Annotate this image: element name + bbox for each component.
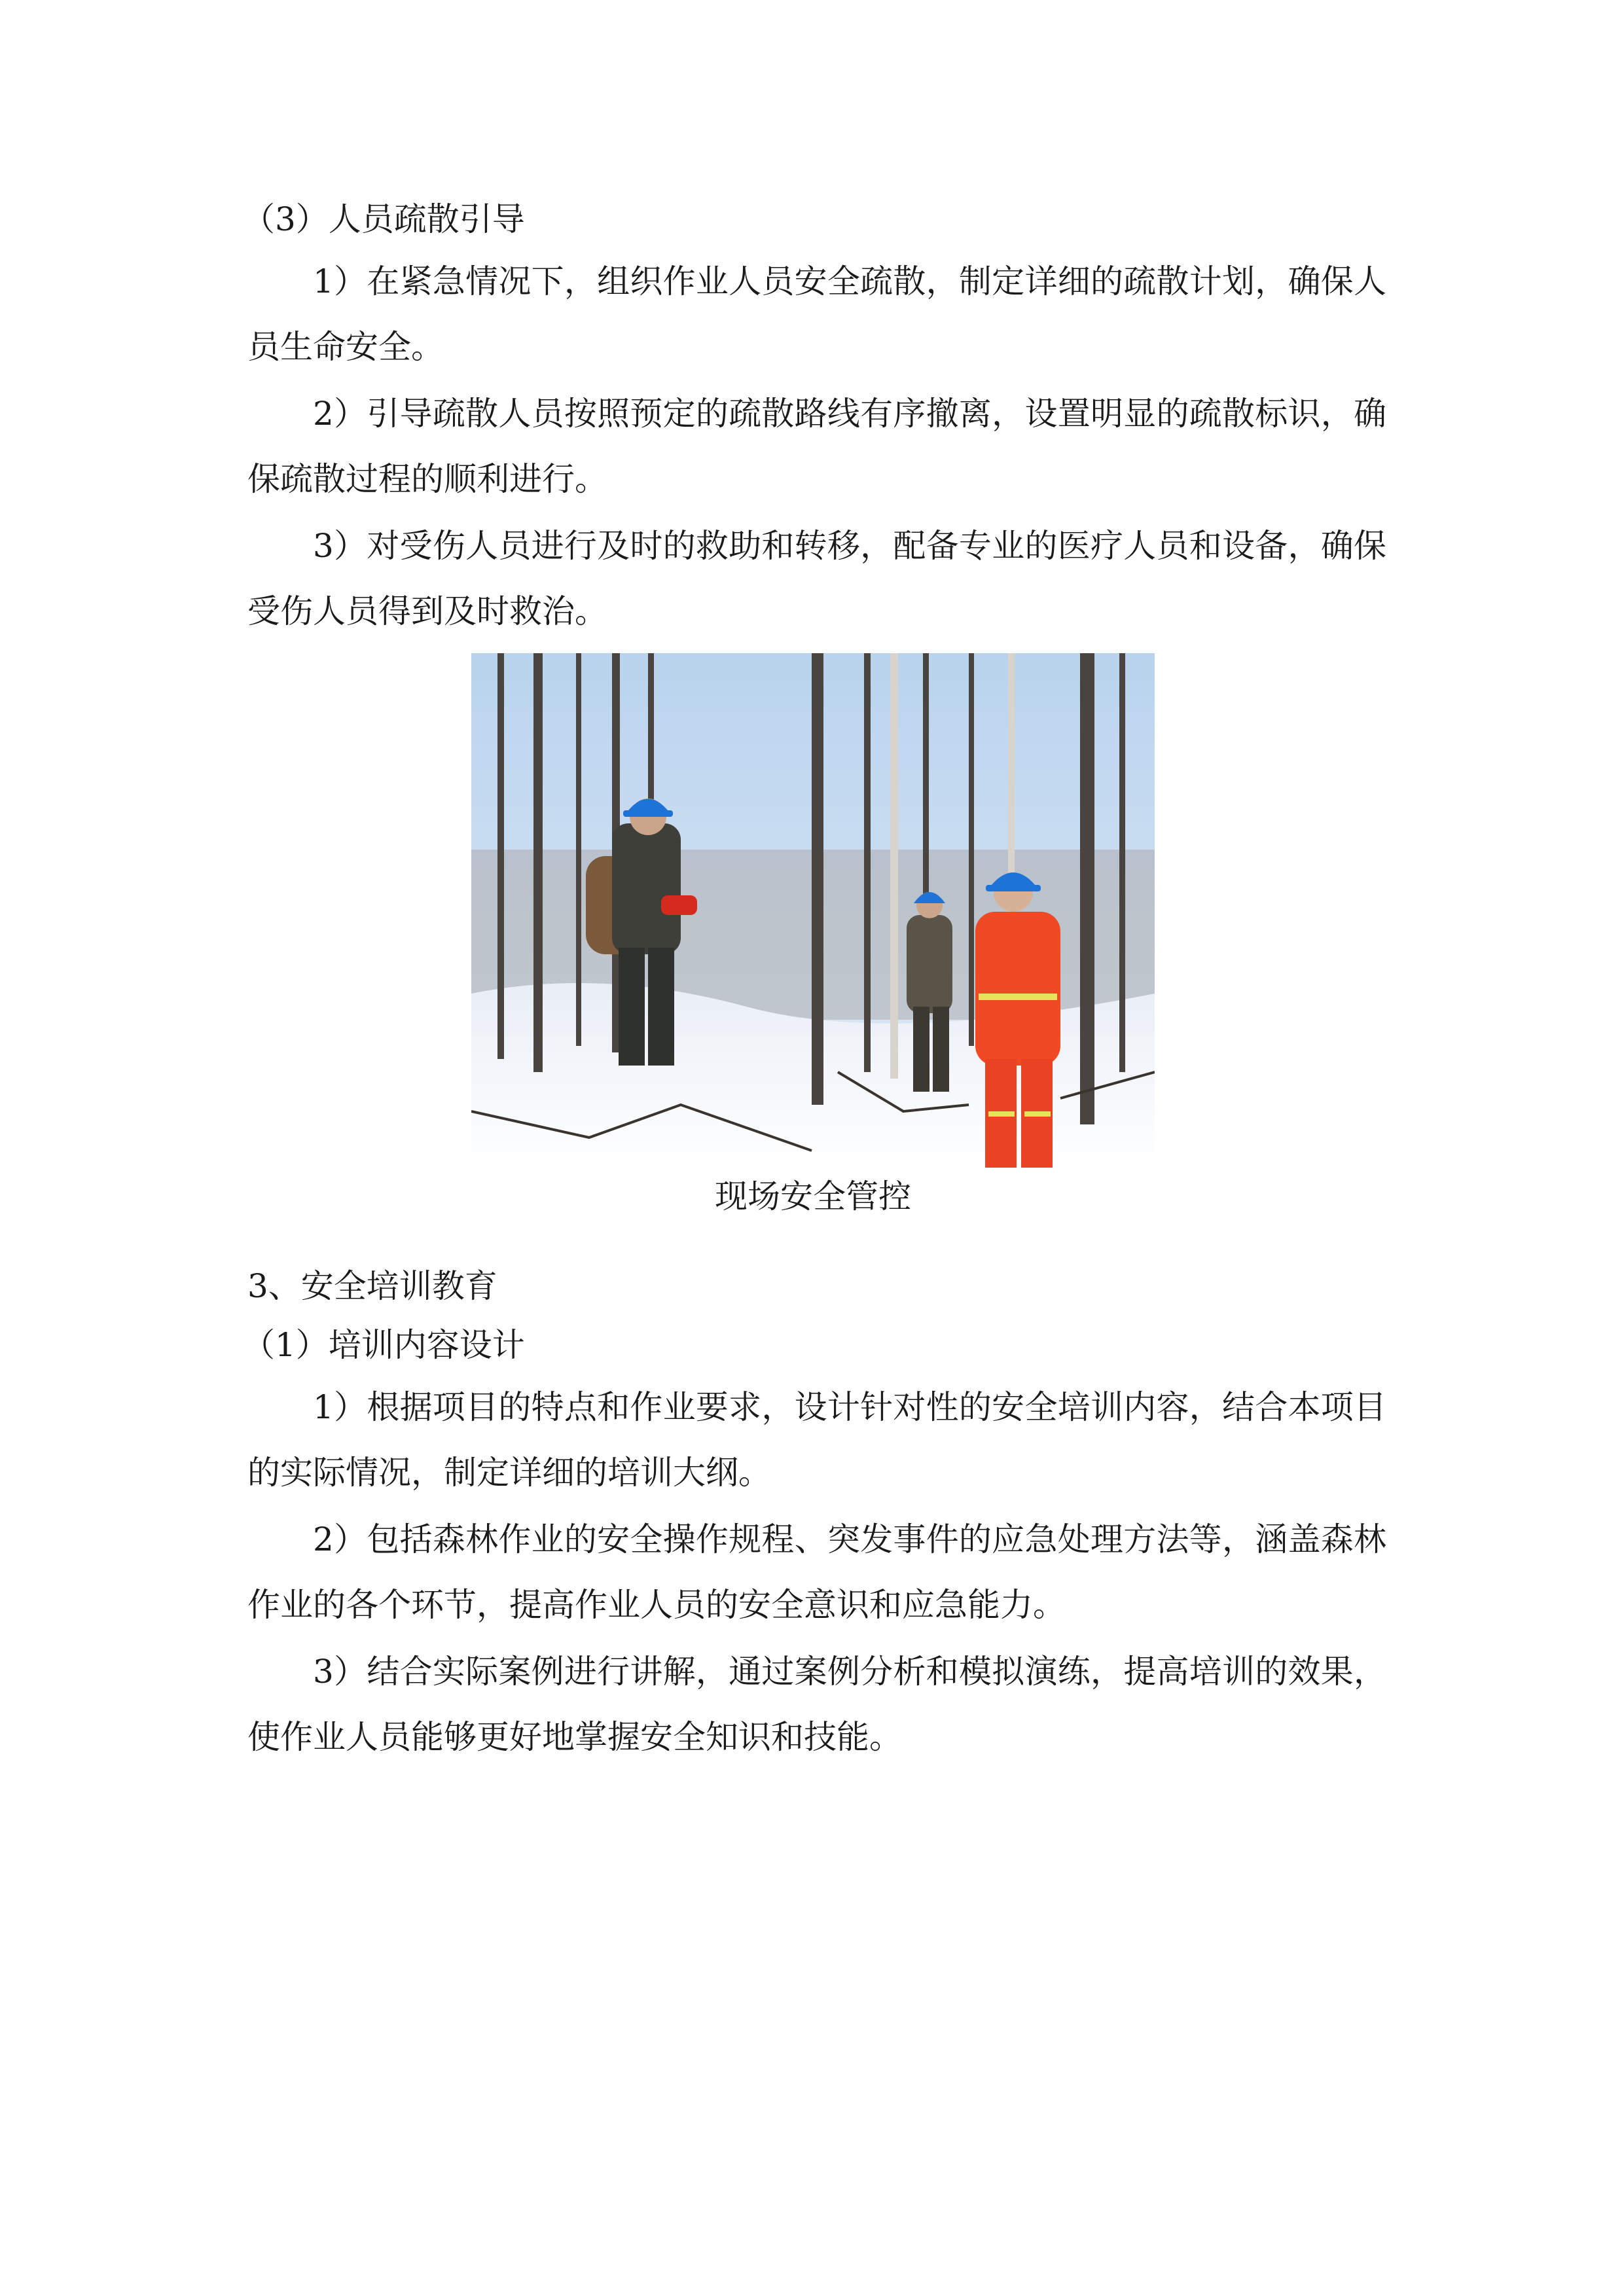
evacuation-item-2: 2）引导疏散人员按照预定的疏散路线有序撤离，设置明显的疏散标识，确保疏散过程的顺利进行。 — [247, 395, 1386, 498]
section-title: 3、安全培训教育 — [247, 1267, 497, 1305]
site-safety-photo — [471, 653, 1155, 1168]
training-item-2: 2）包括森林作业的安全操作规程、突发事件的应急处理方法等，涵盖森林作业的各个环节，提高作业人员的安全意识和应急能力。 — [247, 1520, 1386, 1624]
training-subheading: （1）培训内容设计 — [242, 1326, 525, 1364]
training-item-3: 3）结合实际案例进行讲解，通过案例分析和模拟演练，提高培训的效果，使作业人员能够更好地掌握安全知识和技能。 — [247, 1653, 1386, 1756]
evacuation-heading: （3）人员疏散引导 — [242, 200, 525, 238]
evacuation-item-3: 3）对受伤人员进行及时的救助和转移，配备专业的医疗人员和设备，确保受伤人员得到及时救治。 — [247, 527, 1386, 630]
training-item-1: 1）根据项目的特点和作业要求，设计针对性的安全培训内容，结合本项目的实际情况，制定详细的培训大纲。 — [247, 1388, 1386, 1492]
evacuation-item-1: 1）在紧急情况下，组织作业人员安全疏散，制定详细的疏散计划，确保人员生命安全。 — [247, 262, 1386, 366]
photo-caption: 现场安全管控 — [715, 1177, 911, 1215]
